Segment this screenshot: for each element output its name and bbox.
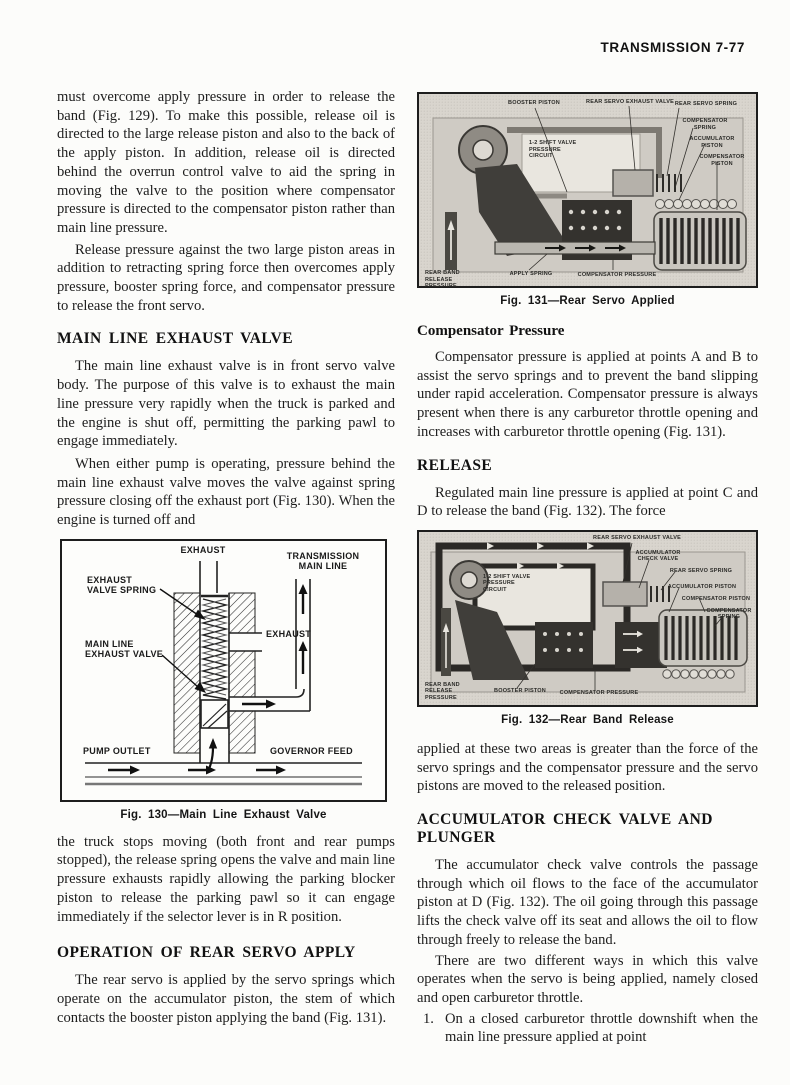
fig132-label-shift-valve-circuit: 1-2 SHIFT VALVE PRESSURE CIRCUIT (483, 573, 531, 593)
fig130-label-governor-feed: GOVERNOR FEED (270, 745, 353, 756)
fig131-label-rear-servo-exhaust-valve: REAR SERVO EXHAUST VALVE (586, 99, 674, 105)
figure-131 (417, 92, 758, 307)
fig130-label-transmission-main-line: TRANSMISSION MAIN LINE (286, 550, 360, 572)
paragraph: Regulated main line pressure is applied at point C and D to release the band (Fig. 132). The force (417, 484, 758, 520)
figure-130-diagram (60, 539, 387, 802)
section-heading-main-line-exhaust-valve: MAIN LINE EXHAUST VALVE (57, 330, 293, 348)
fig132-label-rear-servo-exhaust-valve: REAR SERVO EXHAUST VALVE (593, 534, 681, 541)
paragraph: The main line exhaust valve is in front servo valve body. The purpose of this valve is to exhaust the main line pressure very rapidly when the truck is parked and the engine is shut off, permitting the parking pawl to engage immediately. (57, 358, 395, 450)
numbered-list-item (417, 1010, 758, 1047)
fig131-label-rear-servo-spring: REAR SERVO SPRING (674, 101, 738, 107)
fig130-label-exhaust-mid: EXHAUST (266, 628, 312, 639)
fig130-label-exhaust-valve-spring: EXHAUST VALVE SPRING (87, 574, 157, 596)
section-heading-release: RELEASE (417, 456, 493, 474)
figure-131-image (417, 92, 758, 288)
paragraph: the truck stops moving (both front and rear pumps stopped), the release spring opens the valve and main line pressure exhausts rapidly allowing the parking blocker piston to release the parking pawl so it can engage immediately if the selector lever is in R position. (57, 833, 395, 925)
fig132-label-accumulator-check-valve: ACCUMULATOR CHECK VALVE (635, 549, 681, 563)
section-heading-rear-servo-apply: OPERATION OF REAR SERVO APPLY (57, 944, 356, 962)
fig132-caption: Fig. 132—Rear Band Release (501, 713, 674, 726)
fig132-label-compensator-piston: COMPENSATOR PISTON (681, 595, 751, 602)
fig131-label-compensator-pressure: COMPENSATOR PRESSURE (577, 272, 657, 278)
paragraph: The accumulator check valve controls the passage through which oil flows to the face of the accumulator piston at D (Fig. 132). The oil going through this passage lifts the check valve off its seat and allows the oil to flow through freely to release the band. (417, 857, 758, 948)
fig132-label-rear-servo-spring: REAR SERVO SPRING (669, 567, 733, 574)
fig131-label-accumulator-piston: ACCUMULATOR PISTON (689, 136, 735, 149)
section-heading-accumulator-check-valve: ACCUMULATOR CHECK VALVE AND PLUNGER (417, 811, 713, 847)
left-column (57, 88, 395, 1027)
fig131-label-booster-piston: BOOSTER PISTON (508, 100, 560, 106)
fig131-label-compensator-spring: COMPENSATOR SPRING (682, 118, 728, 131)
fig131-label-rear-band-release-pressure: REAR BAND RELEASE PRESSURE (425, 270, 460, 289)
paragraph: Release pressure against the two large piston areas in addition to retracting spring force then overcomes apply pressure, booster spring force, and compensator pressure to release the front servo. (57, 241, 395, 314)
fig130-label-pump-outlet: PUMP OUTLET (83, 745, 151, 756)
fig131-label-compensator-piston: COMPENSATOR PISTON (699, 154, 745, 167)
paragraph: There are two different ways in which this valve operates when the servo is being applied, namely closed and open carburetor throttle. (417, 952, 758, 1006)
fig132-label-accumulator-piston: ACCUMULATOR PISTON (667, 583, 737, 590)
paragraph: applied at these two areas is greater than the force of the servo springs and the compensator pressure and the servo pistons are moved to the released position. (417, 740, 758, 795)
fig131-label-apply-spring: APPLY SPRING (509, 271, 553, 277)
figure-132-image (417, 530, 758, 707)
list-item-text: On a closed carburetor throttle downshift when the main line pressure applied at point (445, 1010, 758, 1046)
fig130-label-main-line-exhaust-valve: MAIN LINE EXHAUST VALVE (85, 638, 164, 660)
fig131-label-shift-valve-circuit: 1-2 SHIFT VALVE PRESSURE CIRCUIT (529, 140, 577, 159)
fig131-caption: Fig. 131—Rear Servo Applied (500, 295, 675, 307)
fig130-caption: Fig. 130—Main Line Exhaust Valve (120, 808, 327, 821)
right-column (417, 88, 758, 1047)
paragraph: The rear servo is applied by the servo springs which operate on the accumulator piston, the stem of which contacts the booster piston applying the band (Fig. 131). (57, 972, 395, 1026)
fig132-label-compensator-spring: COMPENSATOR SPRING (706, 607, 752, 621)
list-item-number: 1. (423, 1010, 434, 1027)
figure-130 (60, 539, 387, 821)
page-header: TRANSMISSION 7-77 (600, 40, 745, 55)
paragraph: Compensator pressure is applied at points A and B to assist the servo springs and to prevent the band slipping under rapid acceleration. Compensator pressure is always present when there is any carburetor throttle opening and increases with carburetor throttle opening (Fig. 131). (417, 349, 758, 440)
subheading-compensator-pressure: Compensator Pressure (417, 323, 565, 339)
paragraph: When either pump is operating, pressure behind the main line exhaust valve moves the valve against spring pressure closing off the exhaust port (Fig. 130). When the engine is turned off and (57, 455, 395, 529)
fig132-label-rear-band-release-pressure: REAR BAND RELEASE PRESSURE (425, 681, 460, 701)
figure-132 (417, 530, 758, 726)
fig132-label-booster-piston: BOOSTER PISTON (494, 687, 546, 694)
fig132-label-compensator-pressure: COMPENSATOR PRESSURE (559, 689, 639, 696)
paragraph: must overcome apply pressure in order to release the band (Fig. 129). To make this possible, release oil is directed to the large release piston and also to the back of the apply piston. In addition, release oil is directed behind the overrun control valve to aid the spring in moving the valve to the position where compensator pressure is directed to the compensator piston rather than main line pressure. (57, 89, 395, 236)
fig130-label-exhaust-top: EXHAUST (180, 544, 226, 555)
